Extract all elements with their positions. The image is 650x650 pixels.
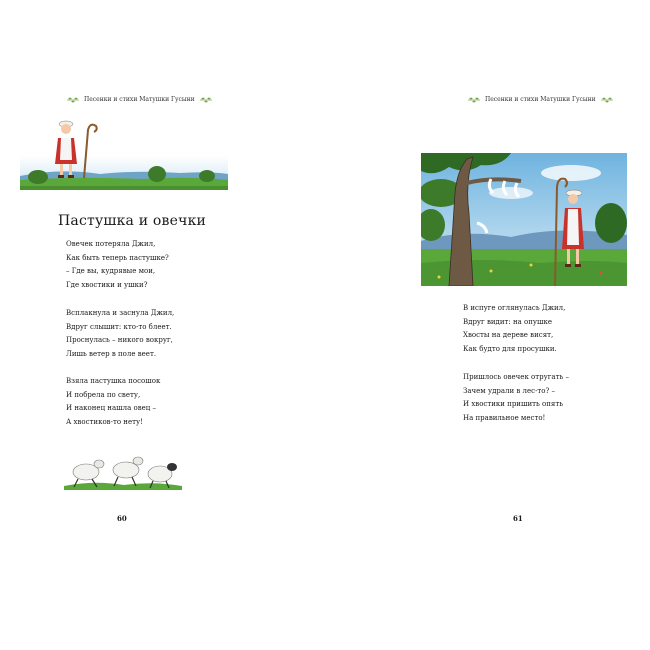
poem-line: Как быть теперь пастушке? — [66, 253, 169, 262]
poem-line: Всплакнула и заснула Джил, — [66, 309, 175, 317]
poem-line: – Где вы, кудрявые мои, — [66, 267, 156, 276]
poem-line: Вдруг слышит: кто-то блеет. — [66, 322, 172, 331]
poem-line: Как будто для просушки. — [463, 344, 557, 353]
poem-line: Зачем удрали в лес-то? – — [463, 386, 556, 395]
stanza-4 — [463, 302, 565, 356]
running-head-text: Песенки и стихи Матушки Гусыни — [485, 96, 596, 103]
poem-line: Лишь ветер в поле веет. — [66, 349, 157, 358]
poem-line: Овечек потеряла Джил, — [66, 240, 156, 248]
running-head-left — [66, 96, 213, 103]
poem-title: Пастушка и овечки — [58, 213, 207, 230]
page-number-left: 60 — [117, 514, 127, 523]
running-head-text: Песенки и стихи Матушки Гусыни — [84, 96, 195, 103]
sprig-icon — [66, 96, 80, 103]
poem-line: Проснулась – никого вокруг, — [66, 336, 173, 345]
poem-line: И наконец нашла овец – — [66, 404, 157, 413]
poem-line: Хвосты на дереве висят, — [463, 331, 554, 340]
poem-line: Пришлось овечек отругать – — [463, 373, 569, 381]
poem-line: И хвостики пришить опять — [463, 400, 564, 409]
stanza-2 — [66, 307, 174, 361]
tree-tails-illustration — [421, 153, 627, 286]
running-head-right — [467, 96, 614, 103]
sheep-illustration — [64, 450, 184, 495]
stanza-3 — [66, 375, 160, 429]
stanza-5 — [463, 371, 569, 425]
poem-line: На правильное место! — [463, 413, 546, 422]
poem-line: И побрела по свету, — [66, 390, 141, 399]
poem-line: Где хвостики и ушки? — [66, 280, 148, 289]
sprig-icon — [199, 96, 213, 103]
sprig-icon — [467, 96, 481, 103]
stanza-1 — [66, 238, 169, 292]
poem-line: Вдруг видит: на опушке — [463, 317, 553, 326]
poem-line: А хвостиков-то нету! — [66, 417, 143, 426]
poem-line: В испуге оглянулась Джил, — [463, 304, 566, 312]
shepherdess-illustration — [20, 116, 228, 192]
sprig-icon — [600, 96, 614, 103]
page-number-right: 61 — [513, 514, 523, 523]
poem-line: Взяла пастушка посошок — [66, 377, 161, 385]
right-page — [325, 0, 650, 650]
